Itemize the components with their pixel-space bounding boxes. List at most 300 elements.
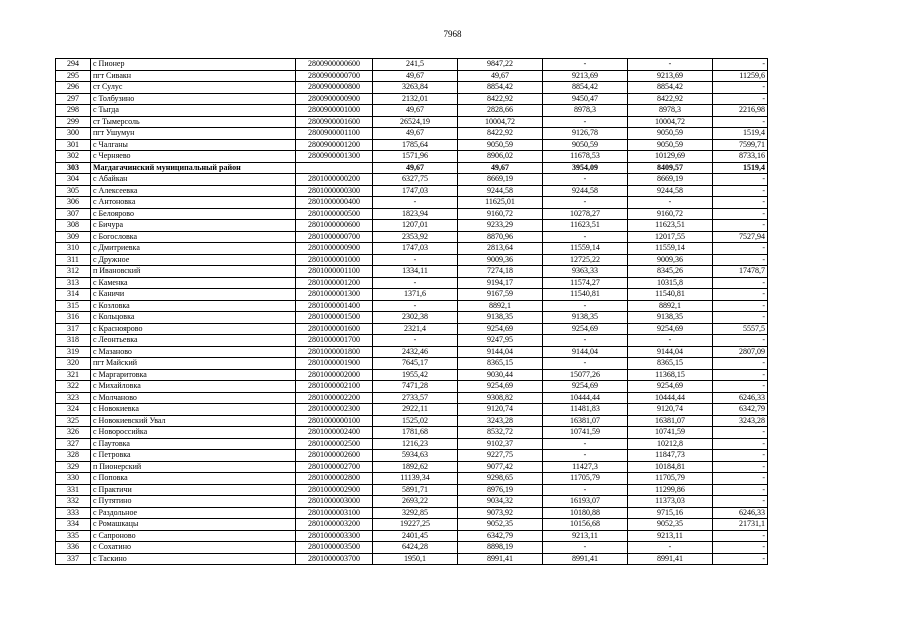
settlement-name-cell: с Ромашкацы [91, 519, 296, 531]
value-3-cell: 11574,27 [543, 277, 628, 289]
value-3-cell: 16193,07 [543, 496, 628, 508]
settlement-name-cell: с Бичура [91, 220, 296, 232]
value-4-cell: 8669,19 [628, 174, 713, 186]
row-number-cell: 311 [56, 254, 91, 266]
row-number-cell: 333 [56, 507, 91, 519]
value-1-cell: 1207,01 [373, 220, 458, 232]
row-number-cell: 300 [56, 128, 91, 140]
settlement-name-cell: с Путятино [91, 496, 296, 508]
table-row [56, 312, 768, 324]
value-2-cell: 9102,37 [458, 438, 543, 450]
value-1-cell: 2693,22 [373, 496, 458, 508]
value-4-cell: 9120,74 [628, 404, 713, 416]
value-3-cell: 12725,22 [543, 254, 628, 266]
value-5-cell: - [713, 542, 768, 554]
row-number-cell: 299 [56, 116, 91, 128]
value-5-cell: - [713, 82, 768, 94]
table-row [56, 346, 768, 358]
value-5-cell: 21731,1 [713, 519, 768, 531]
row-number-cell: 315 [56, 300, 91, 312]
value-3-cell: 11705,79 [543, 473, 628, 485]
value-3-cell: - [543, 300, 628, 312]
value-4-cell: - [628, 59, 713, 71]
table-row [56, 208, 768, 220]
row-number-cell: 330 [56, 473, 91, 485]
value-5-cell: 7599,71 [713, 139, 768, 151]
table-row [56, 358, 768, 370]
value-2-cell: 9254,69 [458, 323, 543, 335]
settlement-name-cell: пгт Сивакн [91, 70, 296, 82]
value-1-cell: 1955,42 [373, 369, 458, 381]
value-5-cell: 3243,28 [713, 415, 768, 427]
value-3-cell: 10444,44 [543, 392, 628, 404]
table-row [56, 231, 768, 243]
value-5-cell: - [713, 243, 768, 255]
value-1-cell: 1781,68 [373, 427, 458, 439]
table-row [56, 82, 768, 94]
value-2-cell: 11625,01 [458, 197, 543, 209]
table-row [56, 335, 768, 347]
table-row [56, 162, 768, 174]
value-4-cell: 16381,07 [628, 415, 713, 427]
value-2-cell: 9034,32 [458, 496, 543, 508]
value-3-cell: 11623,51 [543, 220, 628, 232]
value-4-cell: 9144,04 [628, 346, 713, 358]
oktmo-code-cell: 2801000001600 [296, 323, 373, 335]
value-2-cell: 9050,59 [458, 139, 543, 151]
value-5-cell: - [713, 369, 768, 381]
value-3-cell: 3954,09 [543, 162, 628, 174]
settlement-name-cell: с Паутовка [91, 438, 296, 450]
value-1-cell: 49,67 [373, 128, 458, 140]
value-4-cell: 10129,69 [628, 151, 713, 163]
value-2-cell: 9254,69 [458, 381, 543, 393]
oktmo-code-cell: 2800900000700 [296, 70, 373, 82]
value-1-cell: 26524,19 [373, 116, 458, 128]
row-number-cell: 325 [56, 415, 91, 427]
value-5-cell: - [713, 335, 768, 347]
oktmo-code-cell: 2801000002200 [296, 392, 373, 404]
settlement-name-cell: с Козловка [91, 300, 296, 312]
value-1-cell: 49,67 [373, 105, 458, 117]
value-3-cell: - [543, 231, 628, 243]
oktmo-code-cell: 2801000001000 [296, 254, 373, 266]
table-row [56, 139, 768, 151]
value-3-cell: 10741,59 [543, 427, 628, 439]
value-4-cell: 11540,81 [628, 289, 713, 301]
value-1-cell: 2922,11 [373, 404, 458, 416]
settlement-name-cell: ст Тымерсоль [91, 116, 296, 128]
value-2-cell: 8892,1 [458, 300, 543, 312]
value-5-cell: - [713, 381, 768, 393]
settlement-name-cell: с Поповка [91, 473, 296, 485]
row-number-cell: 309 [56, 231, 91, 243]
oktmo-code-cell: 2801000001500 [296, 312, 373, 324]
value-4-cell: 9254,69 [628, 323, 713, 335]
value-1-cell: 1823,94 [373, 208, 458, 220]
oktmo-code-cell: 2801000003100 [296, 507, 373, 519]
oktmo-code-cell: 2801000002600 [296, 450, 373, 462]
value-4-cell: 9213,69 [628, 70, 713, 82]
table-row [56, 530, 768, 542]
value-4-cell: 11623,51 [628, 220, 713, 232]
row-number-cell: 320 [56, 358, 91, 370]
oktmo-code-cell: 2801000002500 [296, 438, 373, 450]
oktmo-code-cell: 2801000000200 [296, 174, 373, 186]
oktmo-code-cell: 2801000000100 [296, 415, 373, 427]
value-1-cell: 1216,23 [373, 438, 458, 450]
value-5-cell: - [713, 450, 768, 462]
oktmo-code-cell: 2801000002900 [296, 484, 373, 496]
oktmo-code-cell [296, 162, 373, 174]
table-row [56, 369, 768, 381]
row-number-cell: 306 [56, 197, 91, 209]
value-2-cell: 8365,15 [458, 358, 543, 370]
value-1-cell: 1525,02 [373, 415, 458, 427]
value-2-cell: 9052,35 [458, 519, 543, 531]
value-3-cell: - [543, 438, 628, 450]
value-5-cell: - [713, 438, 768, 450]
table-row [56, 484, 768, 496]
value-1-cell: 1334,11 [373, 266, 458, 278]
settlement-name-cell: Магдагачинский муниципальный район [91, 162, 296, 174]
value-3-cell: - [543, 197, 628, 209]
settlement-name-cell: с Маргаритовка [91, 369, 296, 381]
row-number-cell: 329 [56, 461, 91, 473]
value-3-cell: 11540,81 [543, 289, 628, 301]
value-3-cell: - [543, 358, 628, 370]
row-number-cell: 295 [56, 70, 91, 82]
table-row [56, 243, 768, 255]
settlement-name-cell: с Алексеевка [91, 185, 296, 197]
value-3-cell: 11481,83 [543, 404, 628, 416]
value-5-cell: - [713, 174, 768, 186]
value-2-cell: 9194,17 [458, 277, 543, 289]
row-number-cell: 314 [56, 289, 91, 301]
table-row [56, 404, 768, 416]
value-2-cell: 8532,72 [458, 427, 543, 439]
value-1-cell: - [373, 335, 458, 347]
oktmo-code-cell: 2800900001000 [296, 105, 373, 117]
table-row [56, 59, 768, 71]
table-row [56, 105, 768, 117]
value-3-cell: 9450,47 [543, 93, 628, 105]
settlement-name-cell: с Дмитриевка [91, 243, 296, 255]
row-number-cell: 327 [56, 438, 91, 450]
table-row [56, 185, 768, 197]
value-1-cell: 11139,34 [373, 473, 458, 485]
value-3-cell: 11559,14 [543, 243, 628, 255]
table-row [56, 70, 768, 82]
row-number-cell: 310 [56, 243, 91, 255]
value-1-cell: 1571,96 [373, 151, 458, 163]
oktmo-code-cell: 2801000002400 [296, 427, 373, 439]
value-5-cell: - [713, 312, 768, 324]
settlement-name-cell: п Пионерский [91, 461, 296, 473]
value-4-cell: 11559,14 [628, 243, 713, 255]
value-2-cell: 9167,59 [458, 289, 543, 301]
settlement-name-cell: п Ивановский [91, 266, 296, 278]
settlement-name-cell: с Тыгда [91, 105, 296, 117]
settlement-name-cell: с Практичи [91, 484, 296, 496]
value-5-cell: - [713, 197, 768, 209]
table-row [56, 519, 768, 531]
table-row [56, 461, 768, 473]
value-1-cell: 3263,84 [373, 82, 458, 94]
row-number-cell: 326 [56, 427, 91, 439]
row-number-cell: 308 [56, 220, 91, 232]
value-1-cell: 5891,71 [373, 484, 458, 496]
oktmo-code-cell: 2801000001700 [296, 335, 373, 347]
oktmo-code-cell: 2801000001100 [296, 266, 373, 278]
oktmo-code-cell: 2801000001900 [296, 358, 373, 370]
row-number-cell: 334 [56, 519, 91, 531]
row-number-cell: 328 [56, 450, 91, 462]
oktmo-code-cell: 2800900000900 [296, 93, 373, 105]
oktmo-code-cell: 2801000003000 [296, 496, 373, 508]
settlement-name-cell: с Сапроново [91, 530, 296, 542]
oktmo-code-cell: 2801000001200 [296, 277, 373, 289]
oktmo-code-cell: 2801000003700 [296, 553, 373, 565]
table-row [56, 220, 768, 232]
settlement-name-cell: с Дружное [91, 254, 296, 266]
value-3-cell: 10156,68 [543, 519, 628, 531]
table-row [56, 116, 768, 128]
value-5-cell: - [713, 220, 768, 232]
value-3-cell: - [543, 542, 628, 554]
table-row [56, 151, 768, 163]
value-4-cell: 8991,41 [628, 553, 713, 565]
value-2-cell: 8422,92 [458, 128, 543, 140]
value-5-cell: - [713, 461, 768, 473]
value-4-cell: 9052,35 [628, 519, 713, 531]
oktmo-code-cell: 2801000000900 [296, 243, 373, 255]
table-row [56, 289, 768, 301]
table-body [56, 59, 768, 565]
value-5-cell: 7527,94 [713, 231, 768, 243]
page-number: 7968 [443, 29, 462, 39]
value-2-cell: 8906,02 [458, 151, 543, 163]
row-number-cell: 336 [56, 542, 91, 554]
oktmo-code-cell: 2801000001800 [296, 346, 373, 358]
value-5-cell: 8733,16 [713, 151, 768, 163]
value-1-cell: 2432,46 [373, 346, 458, 358]
value-2-cell: 49,67 [458, 70, 543, 82]
value-1-cell: 2132,01 [373, 93, 458, 105]
value-1-cell: 241,5 [373, 59, 458, 71]
value-1-cell: 6327,75 [373, 174, 458, 186]
value-3-cell: 9126,78 [543, 128, 628, 140]
table-row [56, 128, 768, 140]
settlement-name-cell: с Каничи [91, 289, 296, 301]
value-5-cell: 1519,4 [713, 128, 768, 140]
row-number-cell: 337 [56, 553, 91, 565]
value-2-cell: 8854,42 [458, 82, 543, 94]
oktmo-code-cell: 2801000003300 [296, 530, 373, 542]
table-row [56, 392, 768, 404]
value-2-cell: 7274,18 [458, 266, 543, 278]
table-row [56, 450, 768, 462]
value-3-cell: 15077,26 [543, 369, 628, 381]
table-row [56, 415, 768, 427]
value-4-cell: 9009,36 [628, 254, 713, 266]
value-3-cell: 9213,69 [543, 70, 628, 82]
settlement-name-cell: пгт Майский [91, 358, 296, 370]
value-5-cell: - [713, 277, 768, 289]
value-3-cell: 9363,33 [543, 266, 628, 278]
value-4-cell: 8409,57 [628, 162, 713, 174]
row-number-cell: 324 [56, 404, 91, 416]
value-5-cell: - [713, 116, 768, 128]
value-2-cell: 3243,28 [458, 415, 543, 427]
row-number-cell: 313 [56, 277, 91, 289]
value-3-cell: 11427,3 [543, 461, 628, 473]
table-row [56, 438, 768, 450]
oktmo-code-cell: 2801000003200 [296, 519, 373, 531]
value-1-cell: 1950,1 [373, 553, 458, 565]
value-5-cell: - [713, 254, 768, 266]
value-2-cell: 8976,19 [458, 484, 543, 496]
value-4-cell: 10315,8 [628, 277, 713, 289]
value-3-cell: 8991,41 [543, 553, 628, 565]
value-1-cell: 7471,28 [373, 381, 458, 393]
value-4-cell: - [628, 335, 713, 347]
value-5-cell: 2807,09 [713, 346, 768, 358]
value-5-cell: - [713, 208, 768, 220]
row-number-cell: 332 [56, 496, 91, 508]
value-2-cell: 2813,64 [458, 243, 543, 255]
value-4-cell: 11705,79 [628, 473, 713, 485]
value-3-cell: 9244,58 [543, 185, 628, 197]
row-number-cell: 298 [56, 105, 91, 117]
value-2-cell: 9138,35 [458, 312, 543, 324]
table-row [56, 266, 768, 278]
settlements-table [55, 58, 768, 565]
value-2-cell: 9009,36 [458, 254, 543, 266]
value-5-cell: 6246,33 [713, 507, 768, 519]
row-number-cell: 294 [56, 59, 91, 71]
value-3-cell: 9254,69 [543, 381, 628, 393]
oktmo-code-cell: 2801000001300 [296, 289, 373, 301]
value-4-cell: 8892,1 [628, 300, 713, 312]
value-3-cell: - [543, 59, 628, 71]
value-5-cell: 6342,79 [713, 404, 768, 416]
value-4-cell: 10741,59 [628, 427, 713, 439]
value-4-cell: 8345,26 [628, 266, 713, 278]
row-number-cell: 319 [56, 346, 91, 358]
value-1-cell: 2733,57 [373, 392, 458, 404]
oktmo-code-cell: 2801000000600 [296, 220, 373, 232]
table-row [56, 174, 768, 186]
row-number-cell: 302 [56, 151, 91, 163]
settlement-name-cell: с Богословка [91, 231, 296, 243]
table-row [56, 93, 768, 105]
value-4-cell: 11373,03 [628, 496, 713, 508]
row-number-cell: 321 [56, 369, 91, 381]
value-1-cell: 6424,28 [373, 542, 458, 554]
value-3-cell: - [543, 484, 628, 496]
row-number-cell: 317 [56, 323, 91, 335]
table-row [56, 427, 768, 439]
row-number-cell: 312 [56, 266, 91, 278]
value-5-cell: - [713, 484, 768, 496]
value-5-cell: - [713, 93, 768, 105]
value-4-cell: 9050,59 [628, 128, 713, 140]
value-4-cell: 11299,86 [628, 484, 713, 496]
value-1-cell: 2321,4 [373, 323, 458, 335]
settlement-name-cell: с Пионер [91, 59, 296, 71]
oktmo-code-cell: 2801000003500 [296, 542, 373, 554]
value-2-cell: 9144,04 [458, 346, 543, 358]
value-5-cell: - [713, 358, 768, 370]
value-3-cell: 9254,69 [543, 323, 628, 335]
value-2-cell: 8669,19 [458, 174, 543, 186]
settlement-name-cell: с Сохатино [91, 542, 296, 554]
value-2-cell: 9073,92 [458, 507, 543, 519]
value-1-cell: 1371,6 [373, 289, 458, 301]
oktmo-code-cell: 2801000002100 [296, 381, 373, 393]
value-3-cell: - [543, 174, 628, 186]
value-5-cell: 11259,6 [713, 70, 768, 82]
value-5-cell: 17478,7 [713, 266, 768, 278]
value-2-cell: 9244,58 [458, 185, 543, 197]
value-2-cell: 9030,44 [458, 369, 543, 381]
value-3-cell: 8978,3 [543, 105, 628, 117]
value-2-cell: 9308,82 [458, 392, 543, 404]
value-3-cell: 8854,42 [543, 82, 628, 94]
value-3-cell: 9138,35 [543, 312, 628, 324]
value-3-cell: - [543, 335, 628, 347]
row-number-cell: 318 [56, 335, 91, 347]
value-2-cell: 8991,41 [458, 553, 543, 565]
value-2-cell: 2828,66 [458, 105, 543, 117]
oktmo-code-cell: 2801000002800 [296, 473, 373, 485]
settlement-name-cell: с Антоновка [91, 197, 296, 209]
value-4-cell: 9254,69 [628, 381, 713, 393]
table-row [56, 197, 768, 209]
value-1-cell: 19227,25 [373, 519, 458, 531]
oktmo-code-cell: 2801000000400 [296, 197, 373, 209]
value-1-cell: 49,67 [373, 70, 458, 82]
row-number-cell: 296 [56, 82, 91, 94]
settlement-name-cell: с Раздольное [91, 507, 296, 519]
value-5-cell: - [713, 496, 768, 508]
table-row [56, 300, 768, 312]
value-1-cell: 2401,45 [373, 530, 458, 542]
oktmo-code-cell: 2800900001200 [296, 139, 373, 151]
settlement-name-cell: с Кольцовка [91, 312, 296, 324]
value-5-cell: 1519,4 [713, 162, 768, 174]
value-2-cell: 9227,75 [458, 450, 543, 462]
oktmo-code-cell: 2801000000300 [296, 185, 373, 197]
value-2-cell: 49,67 [458, 162, 543, 174]
value-1-cell: - [373, 277, 458, 289]
value-4-cell: 8422,92 [628, 93, 713, 105]
settlement-name-cell: ст Сулус [91, 82, 296, 94]
value-3-cell: - [543, 450, 628, 462]
value-4-cell: - [628, 542, 713, 554]
row-number-cell: 297 [56, 93, 91, 105]
settlement-name-cell: с Черняево [91, 151, 296, 163]
settlement-name-cell: с Михайловка [91, 381, 296, 393]
row-number-cell: 316 [56, 312, 91, 324]
value-5-cell: - [713, 473, 768, 485]
table-row [56, 277, 768, 289]
value-4-cell: 10212,8 [628, 438, 713, 450]
value-4-cell: 9138,35 [628, 312, 713, 324]
settlement-name-cell: с Петровка [91, 450, 296, 462]
value-2-cell: 8898,19 [458, 542, 543, 554]
